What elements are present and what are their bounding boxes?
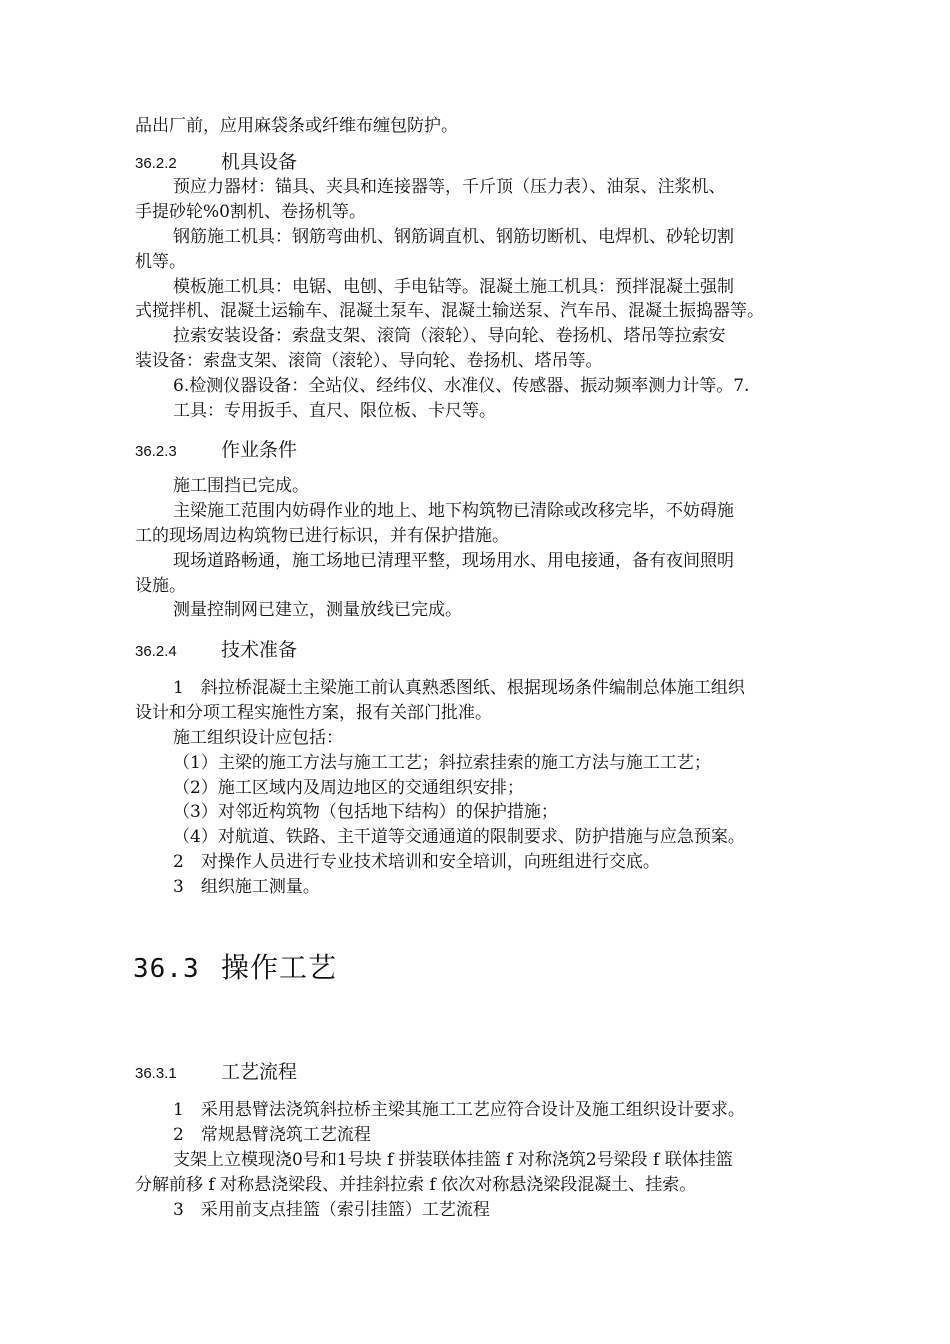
paragraph-line: 设计和分项工程实施性方案，报有关部门批准。 bbox=[135, 703, 492, 723]
paragraph-line: 6.检测仪器设备：全站仪、经纬仪、水准仪、传感器、振动频率测力计等。7. bbox=[173, 376, 750, 396]
paragraph-line: 2 对操作人员进行专业技术培训和安全培训，向班组进行交底。 bbox=[173, 852, 660, 872]
paragraph-line: 2 常规悬臂浇筑工艺流程 bbox=[173, 1125, 371, 1145]
paragraph-line: 预应力器材：锚具、夹具和连接器等，千斤顶（压力表）、油泵、注浆机、 bbox=[173, 177, 726, 197]
section-heading-36-2-4 bbox=[135, 637, 297, 665]
section-title: 技术准备 bbox=[221, 639, 298, 661]
section-heading-36-2-3 bbox=[135, 437, 297, 465]
list-item: （3）对邻近构筑物（包括地下结构）的保护措施； bbox=[173, 802, 558, 822]
list-item: （1）主梁的施工方法与施工工艺；斜拉索挂索的施工方法与施工工艺； bbox=[173, 753, 711, 773]
paragraph-line: 机等。 bbox=[135, 252, 186, 272]
paragraph-line: 品出厂前，应用麻袋条或纤维布缠包防护。 bbox=[135, 116, 458, 136]
paragraph-line: 模板施工机具：电锯、电刨、手电钻等。混凝土施工机具：预拌混凝土强制 bbox=[173, 277, 734, 297]
paragraph-line: 支架上立模现浇0号和1号块 f 拼装联体挂篮 f 对称浇筑2号梁段 f 联体挂篮 bbox=[173, 1150, 733, 1170]
paragraph-line: 施工组织设计应包括： bbox=[173, 728, 343, 748]
paragraph-line: 测量控制网已建立，测量放线已完成。 bbox=[173, 600, 462, 620]
paragraph-line: 式搅拌机、混凝土运输车、混凝土泵车、混凝土输送泵、汽车吊、混凝土振捣器等。 bbox=[135, 301, 764, 321]
paragraph-line: 1 采用悬臂法浇筑斜拉桥主梁其施工工艺应符合设计及施工组织设计要求。 bbox=[173, 1100, 745, 1120]
paragraph-line: 3 组织施工测量。 bbox=[173, 877, 320, 897]
chapter-number: 36.3 bbox=[133, 954, 200, 984]
section-number: 36.2.2 bbox=[135, 155, 177, 172]
section-number: 36.2.4 bbox=[135, 643, 177, 660]
paragraph-line: 工的现场周边构筑物已进行标识，并有保护措施。 bbox=[135, 526, 509, 546]
section-heading-36-3-1 bbox=[135, 1059, 297, 1087]
paragraph-line: 装设备：索盘支架、滚筒（滚轮）、导向轮、卷扬机、塔吊等。 bbox=[135, 351, 603, 371]
paragraph-line: 1 斜拉桥混凝土主梁施工前认真熟悉图纸、根据现场条件编制总体施工组织 bbox=[173, 678, 745, 698]
paragraph-line: 现场道路畅通，施工场地已清理平整，现场用水、用电接通，备有夜间照明 bbox=[173, 551, 734, 571]
paragraph-line: 手提砂轮%0割机、卷扬机等。 bbox=[135, 202, 366, 222]
paragraph-line: 设施。 bbox=[135, 576, 186, 596]
chapter-heading-36-3 bbox=[133, 951, 337, 986]
section-title: 作业条件 bbox=[221, 439, 298, 461]
section-heading-36-2-2 bbox=[135, 149, 297, 177]
paragraph-line: 3 采用前支点挂篮（索引挂篮）工艺流程 bbox=[173, 1200, 490, 1220]
paragraph-line: 钢筋施工机具：钢筋弯曲机、钢筋调直机、钢筋切断机、电焊机、砂轮切割 bbox=[173, 227, 734, 247]
paragraph-line: 工具：专用扳手、直尺、限位板、卡尺等。 bbox=[173, 401, 496, 421]
section-number: 36.2.3 bbox=[135, 443, 177, 460]
section-number: 36.3.1 bbox=[135, 1065, 177, 1082]
paragraph-line: 拉索安装设备：索盘支架、滚筒（滚轮）、导向轮、卷扬机、塔吊等拉索安 bbox=[173, 326, 726, 346]
section-title: 工艺流程 bbox=[221, 1061, 298, 1083]
list-item: （4）对航道、铁路、主干道等交通通道的限制要求、防护措施与应急预案。 bbox=[173, 827, 745, 847]
chapter-title: 操作工艺 bbox=[221, 951, 338, 984]
list-item: （2）施工区域内及周边地区的交通组织安排； bbox=[173, 778, 524, 798]
section-title: 机具设备 bbox=[221, 151, 298, 173]
paragraph-line: 主梁施工范围内妨碍作业的地上、地下构筑物已清除或改移完毕，不妨碍施 bbox=[173, 501, 734, 521]
paragraph-line: 施工围挡已完成。 bbox=[173, 476, 309, 496]
paragraph-line: 分解前移 f 对称悬浇梁段、并挂斜拉索 f 依次对称悬浇梁段混凝土、挂索。 bbox=[135, 1175, 697, 1195]
